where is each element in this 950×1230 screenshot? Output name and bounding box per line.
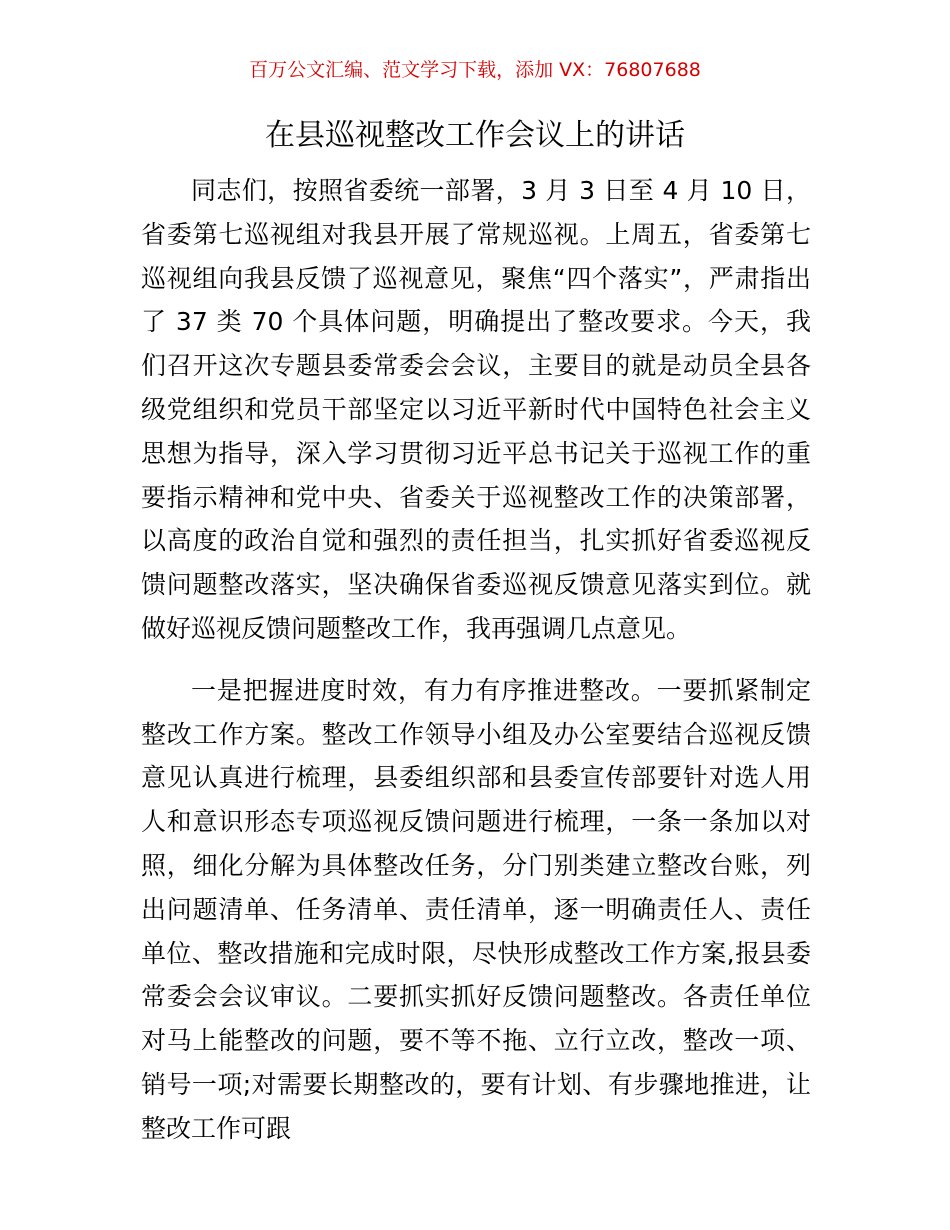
- paragraph-intro: 同志们，按照省委统一部署，3 月 3 日至 4 月 10 日，省委第七巡视组对我县开展了常规巡视。上周五，省委第七巡视组向我县反馈了巡视意见，聚焦“四个落实”，严肃指出了 37 类 70 个具体问题，明确提出了整改要求。今天，我们召开这次专题县委常委会会议，主要目的就是动员全县各级党组织和党员干部坚定以习近平新时代中国特色社会主义思想为指导，深入学习贯彻习近平总书记关于巡视工作的重要指示精神和党中央、省委关于巡视整改工作的决策部署，以高度的政治自觉和强烈的责任担当，扎实抓好省委巡视反馈问题整改落实，坚决确保省委巡视反馈意见落实到位。就做好巡视反馈问题整改工作，我再强调几点意见。: [141, 176, 811, 643]
- paragraph-point-one: 一是把握进度时效，有力有序推进整改。一要抓紧制定整改工作方案。整改工作领导小组及办公室要结合巡视反馈意见认真进行梳理，县委组织部和县委宣传部要针对选人用人和意识形态专项巡视反馈问题进行梳理，一条一条加以对照，细化分解为具体整改任务，分门别类建立整改台账，列出问题清单、任务清单、责任清单，逐一明确责任人、责任单位、整改措施和完成时限，尽快形成整改工作方案,报县委常委会会议审议。二要抓实抓好反馈问题整改。各责任单位对马上能整改的问题，要不等不拖、立行立改，整改一项、销号一项;对需要长期整改的，要有计划、有步骤地推进，让整改工作可跟: [141, 675, 811, 1143]
- document-title: 在县巡视整改工作会议上的讲话: [265, 118, 685, 153]
- document-body: [141, 169, 811, 1151]
- watermark-header: 百万公文汇编、范文学习下载，添加 VX：76807688: [249, 59, 701, 81]
